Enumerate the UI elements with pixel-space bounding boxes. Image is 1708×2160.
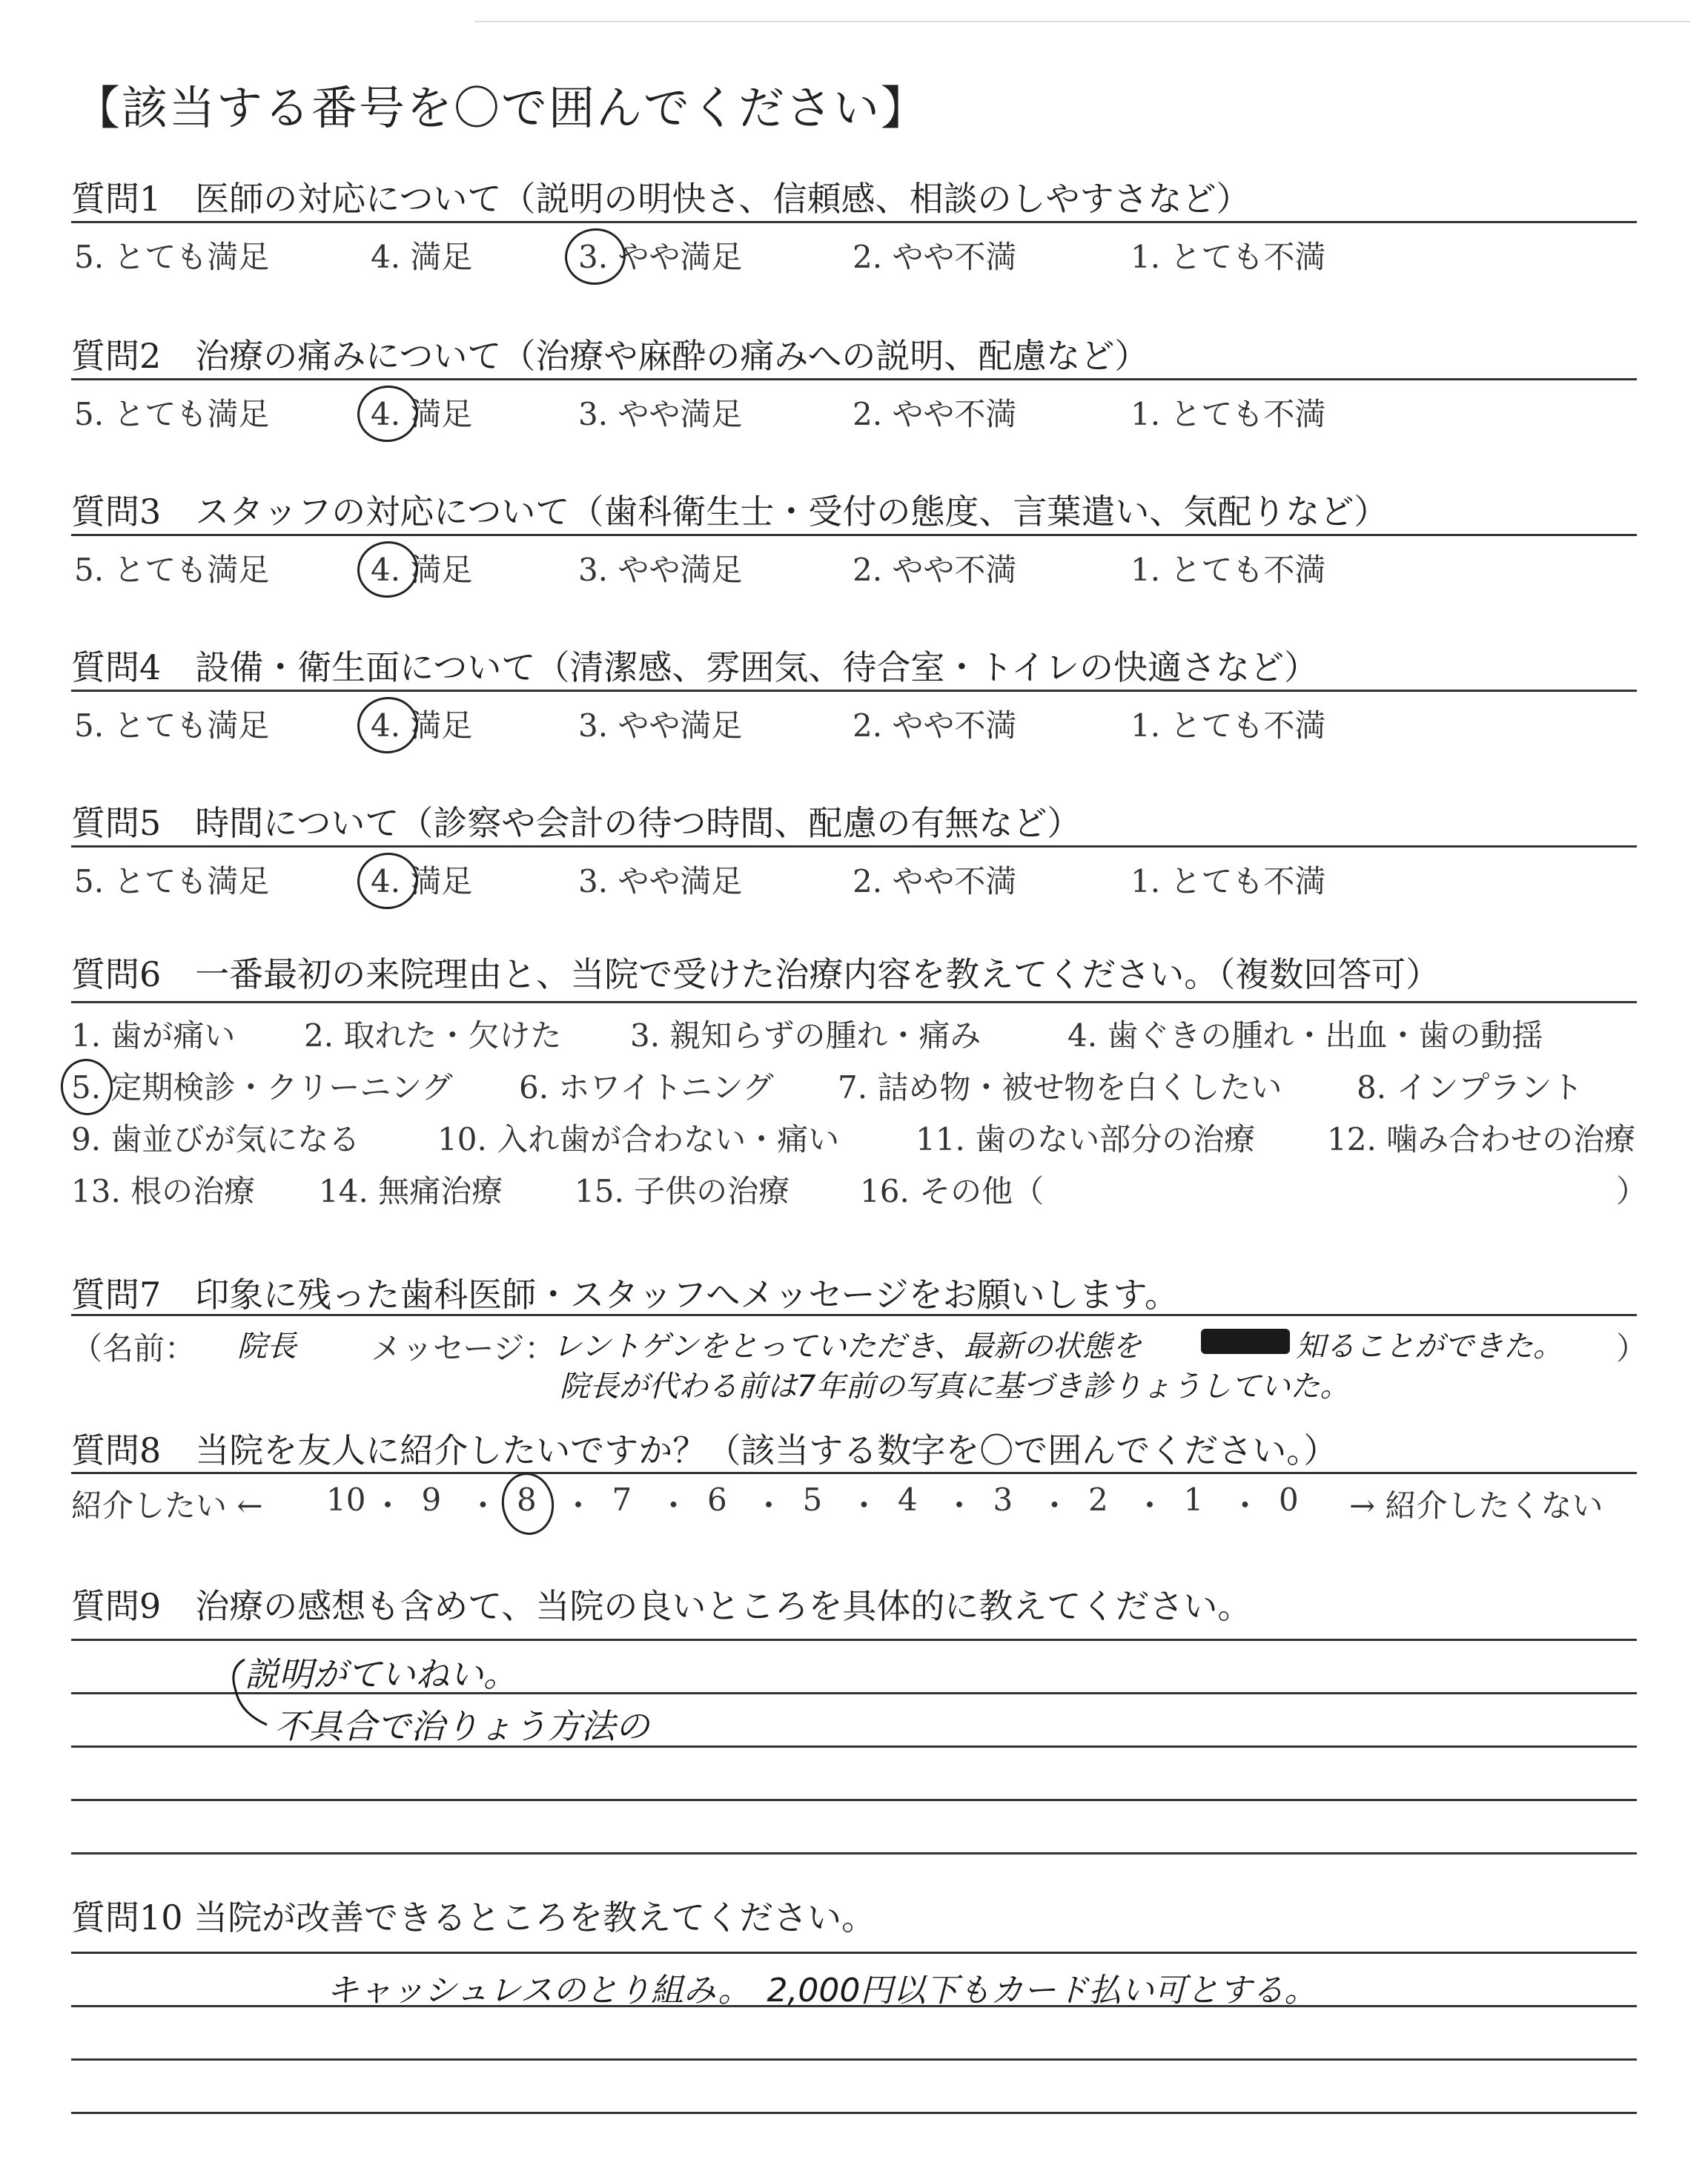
q8-left-label: 紹介したい ← (71, 1487, 263, 1524)
q6-option-14[interactable]: 14. 無痛治療 (319, 1173, 503, 1209)
q4-option-3[interactable]: 3. やや満足 (578, 707, 743, 744)
q7-message-line2[interactable]: 院長が代わる前は7年前の写真に基づき診りょうしていた。 (560, 1370, 1350, 1404)
q6-option-16[interactable]: 16. その他（ (860, 1173, 1045, 1209)
q5-option-4[interactable]: 4. 満足 (371, 863, 473, 899)
q8-scale-dot: ・ (1039, 1487, 1070, 1524)
q9-answer-line2[interactable]: 不具合で治りょう方法の (274, 1706, 649, 1746)
scan-edge (474, 21, 1690, 22)
q1-option-4[interactable]: 4. 満足 (371, 239, 473, 275)
q5-rule (71, 845, 1637, 848)
q8-scale-dot: ・ (372, 1487, 404, 1524)
q6-option-10[interactable]: 10. 入れ歯が合わない・痛い (437, 1121, 840, 1157)
q10-line-3 (71, 2058, 1637, 2061)
q5-option-3[interactable]: 3. やや満足 (578, 863, 743, 899)
q4-title: 質問4 設備・衛生面について（清潔感、雰囲気、待合室・トイレの快適さなど） (71, 647, 1319, 687)
q2-option-4[interactable]: 4. 満足 (371, 396, 473, 432)
q1-option-2[interactable]: 2. やや不満 (853, 239, 1017, 275)
q7-close-paren: ） (1616, 1330, 1648, 1367)
q3-option-1[interactable]: 1. とても不満 (1131, 552, 1326, 588)
form-header: 【該当する番号を〇で囲んでください】 (74, 81, 929, 135)
q4-option-1[interactable]: 1. とても不満 (1131, 707, 1326, 744)
q9-line-4 (71, 1799, 1637, 1801)
q3-option-5[interactable]: 5. とても満足 (74, 552, 270, 588)
q4-option-4[interactable]: 4. 満足 (371, 707, 473, 744)
q8-scale-0[interactable]: 0 (1279, 1482, 1299, 1518)
bracket-mark (222, 1654, 274, 1735)
q6-title: 質問6 一番最初の来院理由と、当院で受けた治療内容を教えてください。（複数回答可） (71, 954, 1440, 994)
q6-option-1[interactable]: 1. 歯が痛い (71, 1017, 236, 1054)
q3-option-4[interactable]: 4. 満足 (371, 552, 473, 588)
q6-close-paren: ） (1616, 1173, 1648, 1209)
q8-scale-9[interactable]: 9 (421, 1482, 442, 1518)
scribbled-out-word (1201, 1329, 1290, 1354)
q7-name-label: （名前： (71, 1330, 196, 1367)
q10-line-4 (71, 2112, 1637, 2114)
q9-line-5 (71, 1852, 1637, 1855)
q7-rule (71, 1314, 1637, 1316)
q6-option-7[interactable]: 7. 詰め物・被せ物を白くしたい (838, 1069, 1282, 1106)
q4-option-2[interactable]: 2. やや不満 (853, 707, 1017, 744)
q8-scale-2[interactable]: 2 (1088, 1482, 1108, 1518)
q7-message-line1b[interactable]: 知ることができた。 (1296, 1330, 1563, 1364)
q3-option-3[interactable]: 3. やや満足 (578, 552, 743, 588)
q7-message-label: メッセージ： (371, 1330, 556, 1367)
q8-title: 質問8 当院を友人に紹介したいですか？（該当する数字を〇で囲んでください。） (71, 1430, 1338, 1470)
q8-scale-dot: ・ (1229, 1487, 1261, 1524)
q6-option-6[interactable]: 6. ホワイトニング (519, 1069, 774, 1106)
q5-option-2[interactable]: 2. やや不満 (853, 863, 1017, 899)
q7-title: 質問7 印象に残った歯科医師・スタッフへメッセージをお願いします。 (71, 1275, 1179, 1315)
q8-scale-dot: ・ (1134, 1487, 1166, 1524)
q6-option-5[interactable]: 5. 定期検診・クリーニング (71, 1069, 453, 1106)
q8-scale-4[interactable]: 4 (898, 1482, 918, 1518)
q8-scale-3[interactable]: 3 (993, 1482, 1013, 1518)
q6-option-9[interactable]: 9. 歯並びが気になる (71, 1121, 360, 1157)
q8-scale-dot: ・ (848, 1487, 880, 1524)
q2-title: 質問2 治療の痛みについて（治療や麻酔の痛みへの説明、配慮など） (71, 336, 1149, 376)
q8-rule (71, 1472, 1637, 1474)
q8-scale-dot: ・ (563, 1487, 595, 1524)
q8-scale-dot: ・ (467, 1487, 499, 1524)
q2-option-5[interactable]: 5. とても満足 (74, 396, 270, 432)
q4-option-5[interactable]: 5. とても満足 (74, 707, 270, 744)
q4-rule (71, 690, 1637, 692)
q3-title: 質問3 スタッフの対応について（歯科衛生士・受付の態度、言葉遣い、気配りなど） (71, 492, 1388, 532)
q6-option-12[interactable]: 12. 噛み合わせの治療 (1327, 1121, 1636, 1157)
q8-scale-6[interactable]: 6 (707, 1482, 727, 1518)
q6-option-8[interactable]: 8. インプラント (1357, 1069, 1583, 1106)
q10-line-1 (71, 1952, 1637, 1954)
q1-option-5[interactable]: 5. とても満足 (74, 239, 270, 275)
q8-scale-dot: ・ (753, 1487, 785, 1524)
q8-scale-7[interactable]: 7 (612, 1482, 632, 1518)
q5-option-1[interactable]: 1. とても不満 (1131, 863, 1326, 899)
q6-option-13[interactable]: 13. 根の治療 (71, 1173, 256, 1209)
q6-option-2[interactable]: 2. 取れた・欠けた (304, 1017, 562, 1054)
q1-option-1[interactable]: 1. とても不満 (1131, 239, 1326, 275)
q2-rule (71, 378, 1637, 380)
q8-right-label: → 紹介したくない (1349, 1487, 1603, 1524)
q9-answer-line1[interactable]: 説明がていねい。 (245, 1654, 517, 1694)
q5-title: 質問5 時間について（診察や会計の待つ時間、配慮の有無など） (71, 803, 1082, 843)
q5-option-5[interactable]: 5. とても満足 (74, 863, 270, 899)
q10-answer[interactable]: キャッシュレスのとり組み。 2,000円以下もカード払い可とする。 (326, 1972, 1317, 2009)
q8-scale-dot: ・ (944, 1487, 976, 1524)
q1-rule (71, 221, 1637, 223)
q3-option-2[interactable]: 2. やや不満 (853, 552, 1017, 588)
q8-scale-5[interactable]: 5 (802, 1482, 823, 1518)
q2-option-1[interactable]: 1. とても不満 (1131, 396, 1326, 432)
q9-line-1 (71, 1639, 1637, 1641)
q2-option-2[interactable]: 2. やや不満 (853, 396, 1017, 432)
q3-rule (71, 534, 1637, 536)
q8-scale-10[interactable]: 10 (326, 1482, 366, 1518)
q7-message-line1[interactable]: レントゲンをとっていただき、最新の状態を (552, 1330, 1142, 1364)
q7-name-value[interactable]: 院長 (237, 1330, 297, 1364)
q6-option-11[interactable]: 11. 歯のない部分の治療 (916, 1121, 1256, 1157)
q6-option-15[interactable]: 15. 子供の治療 (575, 1173, 790, 1209)
q6-rule (71, 1001, 1637, 1003)
q8-scale-1[interactable]: 1 (1183, 1482, 1204, 1518)
q8-selection-circle (497, 1470, 557, 1539)
q2-option-3[interactable]: 3. やや満足 (578, 396, 743, 432)
q1-title: 質問1 医師の対応について（説明の明快さ、信頼感、相談のしやすさなど） (71, 179, 1251, 219)
q6-option-4[interactable]: 4. 歯ぐきの腫れ・出血・歯の動揺 (1068, 1017, 1543, 1054)
q9-title: 質問9 治療の感想も含めて、当院の良いところを具体的に教えてください。 (71, 1586, 1252, 1626)
q8-scale-dot: ・ (658, 1487, 689, 1524)
q6-option-3[interactable]: 3. 親知らずの腫れ・痛み (630, 1017, 982, 1054)
q1-option-3[interactable]: 3. やや満足 (578, 239, 743, 275)
q8-scale-8[interactable]: 8 (517, 1482, 537, 1518)
q10-title: 質問10 当院が改善できるところを教えてください。 (71, 1898, 876, 1938)
